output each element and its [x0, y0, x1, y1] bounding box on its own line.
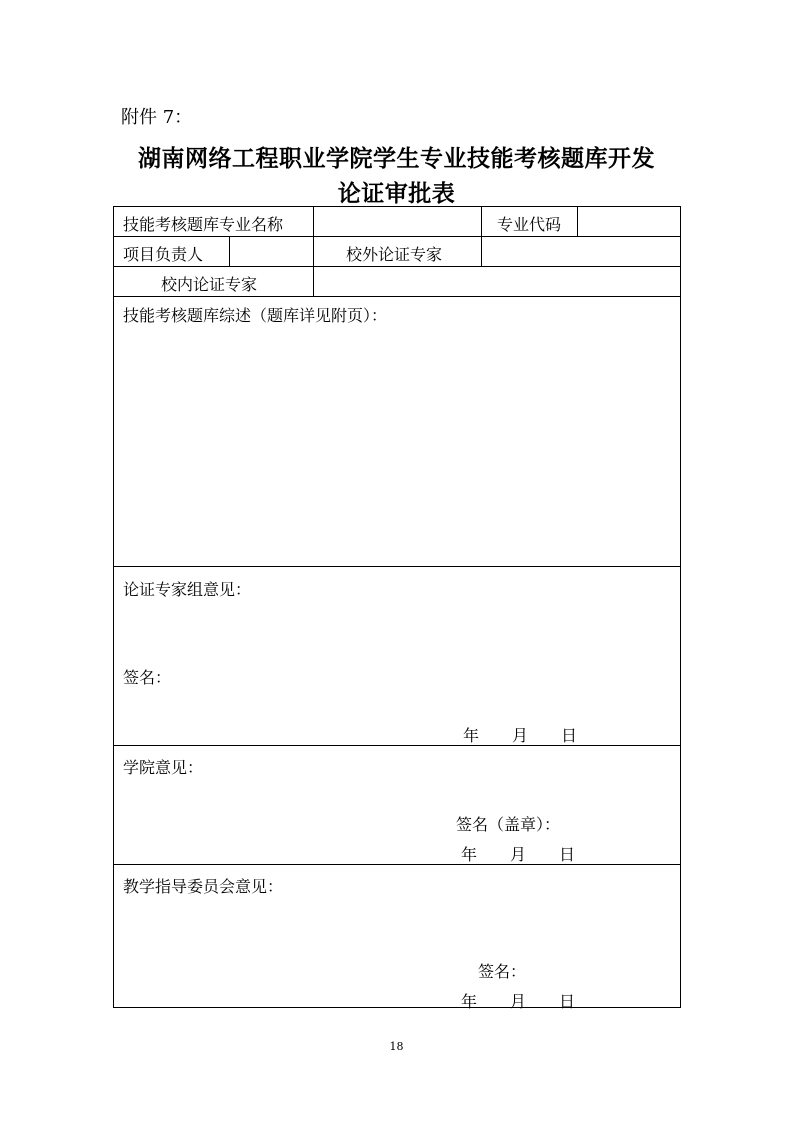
approval-form-table	[113, 206, 681, 1011]
year-label: 年	[461, 845, 478, 864]
expert-group-date	[463, 723, 577, 746]
expert-group-opinion-label: 论证专家组意见：	[123, 580, 252, 599]
row-divider	[114, 566, 680, 567]
committee-date	[461, 989, 575, 1012]
external-experts-field[interactable]	[482, 237, 680, 265]
col-divider	[481, 207, 482, 236]
internal-experts-label: 校内论证专家	[161, 275, 258, 294]
day-label: 日	[561, 726, 578, 745]
year-label: 年	[463, 726, 480, 745]
row-divider	[114, 296, 680, 297]
college-date	[461, 842, 575, 865]
college-signature-label: 签名（盖章）：	[456, 815, 561, 834]
month-label: 月	[510, 992, 527, 1011]
page-number: 18	[389, 1040, 404, 1053]
summary-field[interactable]	[115, 327, 680, 565]
major-name-label: 技能考核题库专业名称	[123, 215, 284, 234]
external-experts-label: 校外论证专家	[346, 245, 443, 264]
col-divider	[313, 236, 314, 266]
committee-opinion-label: 教学指导委员会意见：	[123, 877, 284, 896]
day-label: 日	[559, 992, 576, 1011]
form-title-line1: 湖南网络工程职业学院学生专业技能考核题库开发	[138, 145, 655, 172]
major-code-field[interactable]	[578, 208, 680, 235]
project-leader-field[interactable]	[230, 237, 312, 265]
row-divider	[114, 864, 680, 865]
month-label: 月	[510, 845, 527, 864]
summary-label: 技能考核题库综述（题库详见附页）：	[123, 306, 388, 325]
month-label: 月	[512, 726, 529, 745]
internal-experts-field[interactable]	[314, 267, 680, 295]
year-label: 年	[461, 992, 478, 1011]
attachment-label: 附件 7：	[121, 107, 193, 128]
committee-signature-label: 签名：	[478, 962, 527, 981]
major-name-field[interactable]	[314, 208, 480, 235]
project-leader-label: 项目负责人	[123, 245, 204, 264]
day-label: 日	[559, 845, 576, 864]
form-title-line2: 论证审批表	[337, 180, 456, 207]
row-divider	[114, 745, 680, 746]
college-opinion-label: 学院意见：	[123, 758, 204, 777]
expert-group-signature-label: 签名：	[123, 668, 172, 687]
major-code-label: 专业代码	[497, 215, 562, 234]
